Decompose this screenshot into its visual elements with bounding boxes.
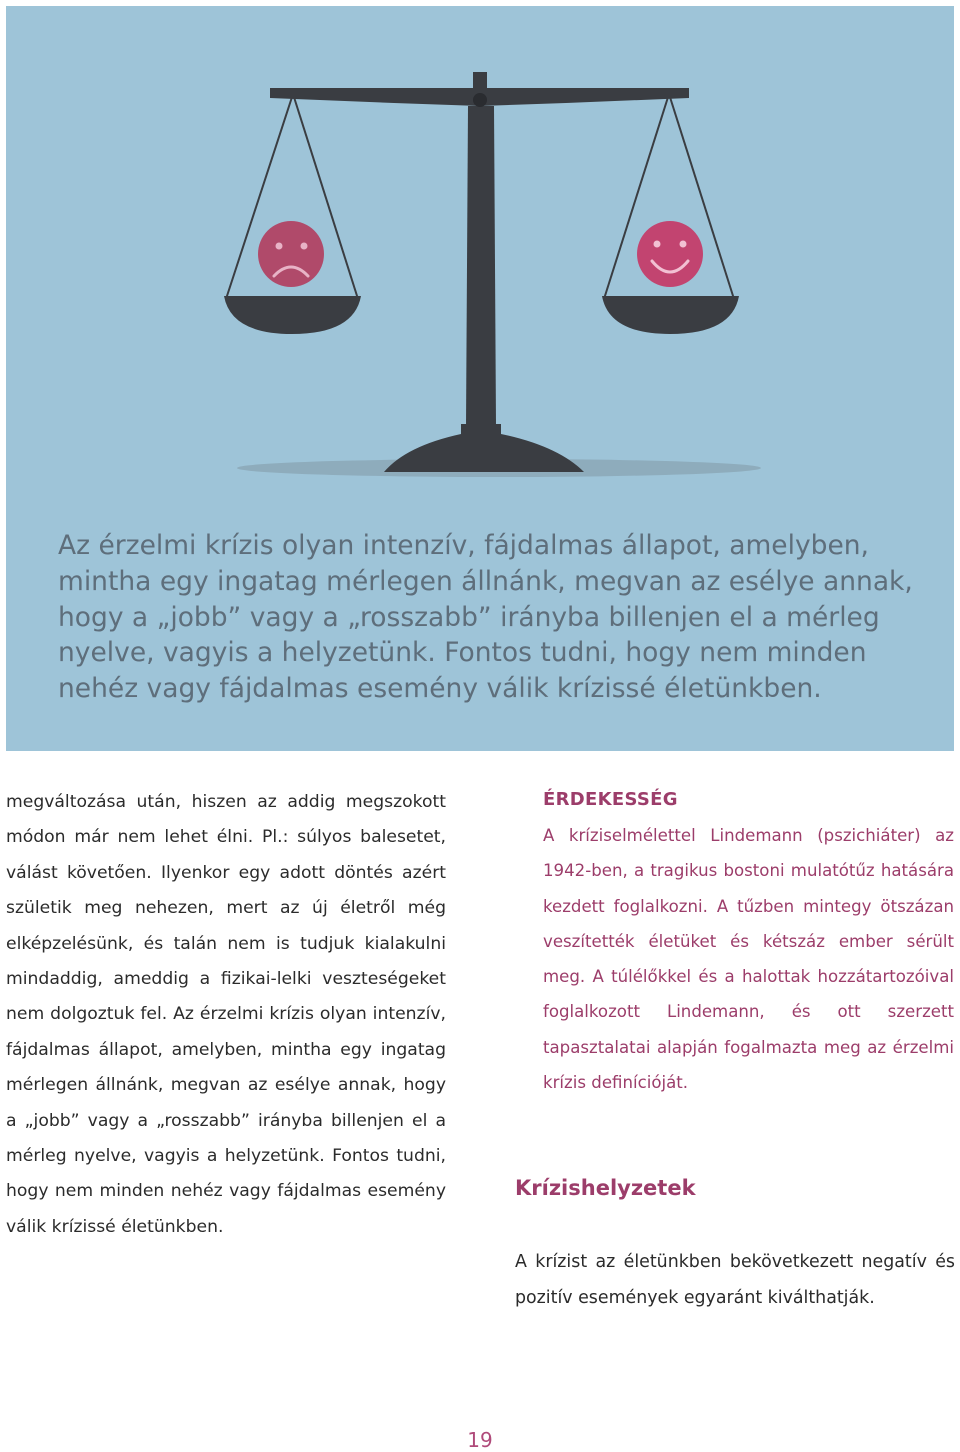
left-pan bbox=[224, 296, 361, 334]
right-hook bbox=[665, 88, 673, 98]
body-text-left: megváltozása után, hiszen az addig megszokott módon már nem lehet élni. Pl.: súlyos balesetet, válást követően. Ilyenkor egy adott döntés azért születik meg nehezen, mert az új életről még elképzelésünk, és talán nem is tudjuk kialakulni mindaddig, ameddig a fizikai-lelki veszteségeket nem dolgoztuk fel. Az érzelmi krízis olyan intenzív, fájdalmas állapot, amelyben, mintha egy ingatag mérlegen állnánk, megvan az esélye annak, hogy a „jobb” vagy a „rosszabb” irányba billenjen el a mérleg nyelve, vagyis a helyzetünk. Fontos tudni, hogy nem minden nehéz vagy fájdalmas esemény válik krízissé életünkben. bbox=[6, 792, 446, 1237]
info-box-title: ÉRDEKESSÉG bbox=[543, 789, 678, 810]
info-box-text: A kríziselmélettel Lindemann (pszichiáter) az 1942-ben, a tragikus bostoni mulatótűz hatására kezdett foglalkozni. A tűzben mintegy ötszázan veszítették életüket és kétszáz ember sérült meg. A túlélőkkel és a halottak hozzátartozóival foglalkozott Lindemann, és ott szerzett tapasztalatai alapján fogalmazta meg az érzelmi krízis definícióját. bbox=[543, 826, 954, 1093]
left-hook bbox=[289, 88, 297, 98]
right-pan bbox=[602, 296, 739, 334]
hero-banner bbox=[6, 6, 954, 751]
sad-face-icon bbox=[258, 221, 324, 287]
scale-pivot bbox=[473, 93, 487, 107]
page-number: 19 bbox=[467, 1428, 493, 1452]
balance-scale-icon bbox=[6, 6, 954, 506]
scale-base bbox=[384, 424, 584, 472]
section-title: Krízishelyzetek bbox=[515, 1176, 696, 1200]
section-text: A krízist az életünkben bekövetkezett negatív és pozitív események egyaránt kiválthatják. bbox=[515, 1252, 955, 1308]
happy-face-icon bbox=[637, 221, 703, 287]
hero-quote: Az érzelmi krízis olyan intenzív, fájdalmas állapot, amelyben, mintha egy ingatag mérlegen állnánk, megvan az esélye annak, hogy a „jobb” vagy a „rosszabb” irányba billenjen el a mérleg nyelve, vagyis a helyzetünk. Fontos tudni, hogy nem minden nehéz vagy fájdalmas esemény válik krízissé életünkben. bbox=[58, 530, 913, 705]
scale-pillar bbox=[466, 106, 496, 426]
